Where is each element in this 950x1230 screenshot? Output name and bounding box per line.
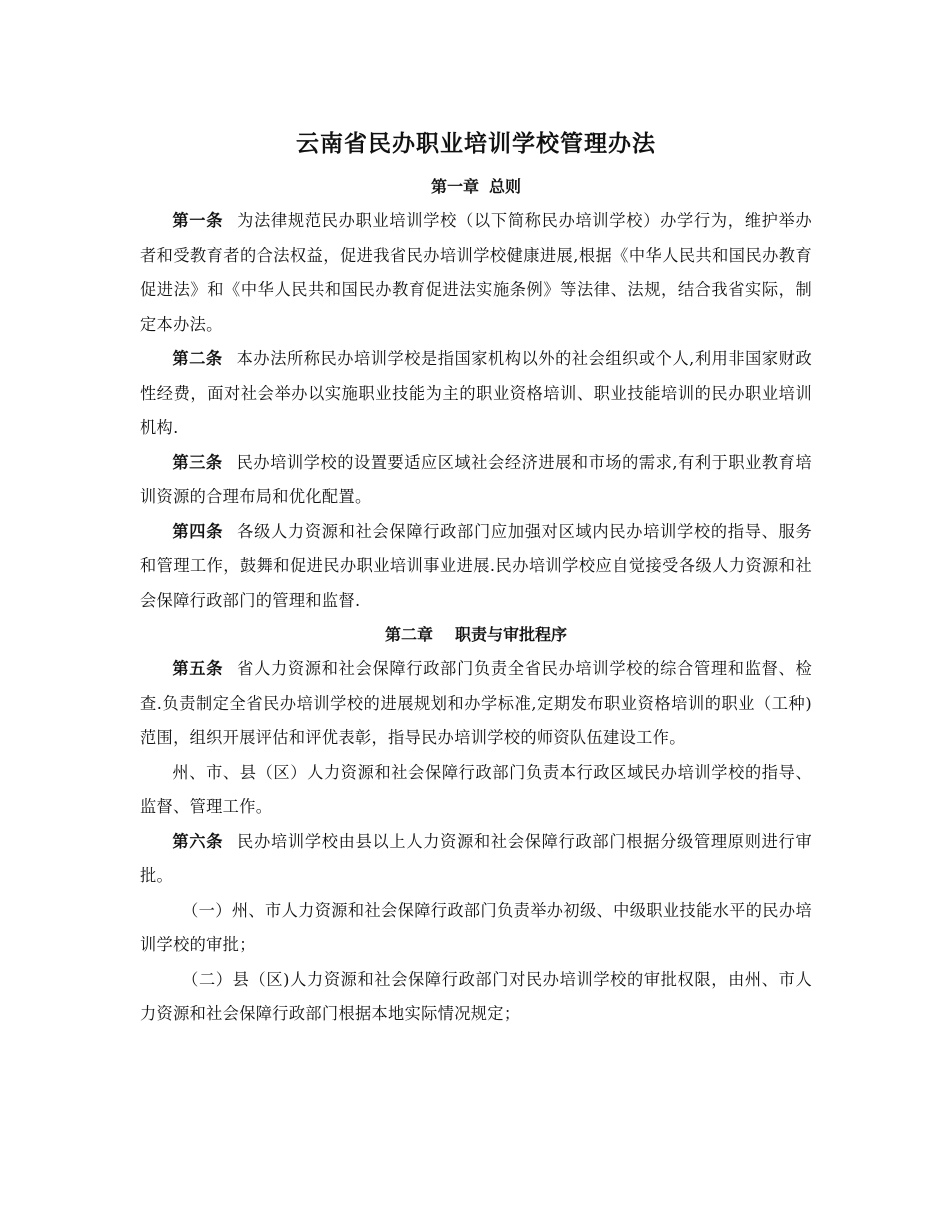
chapter-heading (140, 618, 812, 652)
article-number: 第六条 (172, 831, 224, 851)
article-paragraph (140, 515, 812, 619)
article-paragraph (140, 825, 812, 894)
chapter-name: 总则 (489, 177, 522, 196)
article-text: 州、市、县（区）人力资源和社会保障行政部门负责本行政区域民办培训学校的指导、监督、管理工作。 (140, 762, 812, 816)
list-item (140, 963, 812, 1032)
article-number: 第二条 (172, 349, 223, 368)
chapter-name: 职责与审批程序 (455, 625, 568, 644)
article-paragraph (140, 342, 812, 446)
article-text: 省人力资源和社会保障行政部门负责全省民办培训学校的综合管理和监督、检查.负责制定全省民办培训学校的进展规划和办学标准,定期发布职业资格培训的职业（工种)范围，组织开展评估和评优表彰，指导民办培训学校的师资队伍建设工作。 (140, 659, 812, 747)
article-text: 本办法所称民办培训学校是指国家机构以外的社会组织或个人,利用非国家财政性经费，面对社会举办以实施职业技能为主的职业资格培训、职业技能培训的民办职业培训机构. (140, 349, 812, 437)
article-number: 第三条 (172, 452, 223, 472)
document-title: 云南省民办职业培训学校管理办法 (296, 131, 656, 157)
article-paragraph (140, 652, 812, 756)
article-number: 第四条 (172, 521, 224, 541)
list-item (140, 894, 812, 963)
article-text: 各级人力资源和社会保障行政部门应加强对区域内民办培训学校的指导、服务和管理工作，鼓舞和促进民办职业培训事业进展.民办培训学校应自觉接受各级人力资源和社会保障行政部门的管理和监督. (140, 521, 812, 610)
document-page (140, 118, 812, 1032)
item-text: （二）县（区)人力资源和社会保障行政部门对民办培训学校的审批权限，由州、市人力资源和社会保障行政部门根据本地实际情况规定； (140, 969, 812, 1023)
article-number: 第五条 (172, 659, 224, 678)
article-text: 民办培训学校的设置要适应区域社会经济进展和市场的需求,有利于职业教育培训资源的合理布局和优化配置。 (140, 452, 812, 506)
article-paragraph (140, 446, 812, 515)
chapter-number: 第一章 (430, 177, 479, 196)
chapter-number: 第二章 (384, 625, 433, 644)
article-text: 民办培训学校由县以上人力资源和社会保障行政部门根据分级管理原则进行审批。 (140, 831, 812, 885)
article-number: 第一条 (172, 211, 224, 230)
article-paragraph (140, 204, 812, 342)
chapter-heading (140, 170, 812, 204)
article-paragraph (140, 756, 812, 825)
article-text: 为法律规范民办职业培训学校（以下简称民办培训学校）办学行为，维护举办者和受教育者的合法权益，促进我省民办培训学校健康进展,根据《中华人民共和国民办教育促进法》和《中华人民共和国民办教育促进法实施条例》等法律、法规，结合我省实际，制定本办法。 (140, 211, 812, 334)
item-text: （一）州、市人力资源和社会保障行政部门负责举办初级、中级职业技能水平的民办培训学校的审批； (140, 900, 812, 954)
